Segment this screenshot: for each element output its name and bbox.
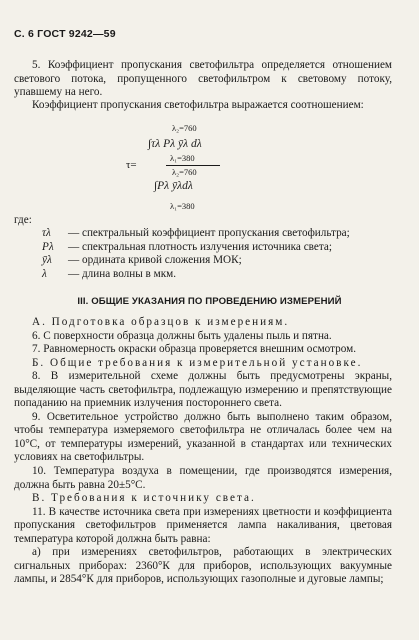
paragraph-7: 7. Равномерность окраски образца проверяется внешним осмотром.: [32, 343, 357, 356]
formula-num-upper-limit: λ₂=760: [172, 123, 197, 133]
formula-den-lower-limit: λ₁=380: [170, 201, 195, 211]
definition-symbol: λ: [42, 267, 47, 280]
definition-symbol: Pλ: [42, 240, 54, 253]
definition-text: — спектральная плотность излучения источника света;: [68, 240, 332, 253]
definition-text: — ордината кривой сложения МОК;: [68, 254, 242, 267]
paragraph-8: 8. В измерительной схеме должны быть предусмотрены экраны, выделяющие часть светофильтра, подлежащую измерению и препятствующие попаданию на приемник излучения постороннего света.: [14, 370, 392, 410]
section-body: [14, 316, 392, 587]
definition-text: — длина волны в мкм.: [68, 267, 177, 280]
subsection-b-heading: Б. Общие требования к измерительной установке.: [32, 356, 363, 369]
subsection-a-heading: А. Подготовка образцов к измерениям.: [32, 316, 290, 328]
symbol-definitions: [14, 227, 404, 281]
definition-symbol: ȳλ: [42, 254, 52, 267]
fraction-bar: [166, 165, 220, 166]
section-title: III. ОБЩИЕ УКАЗАНИЯ ПО ПРОВЕДЕНИЮ ИЗМЕРЕНИЙ: [77, 296, 342, 307]
paragraph-6: 6. С поверхности образца должны быть удалены пыль и пятна.: [32, 329, 332, 342]
where-label: где:: [14, 214, 32, 226]
paragraph-10: 10. Температура воздуха в помещении, где производятся измерения, должна быть равна 20±5°С.: [14, 465, 392, 491]
definition-row: [14, 227, 404, 241]
definition-row: [14, 241, 404, 255]
transmission-formula: [120, 117, 300, 215]
page-header: С. 6 ГОСТ 9242—59: [14, 28, 116, 40]
paragraph-11: 11. В качестве источника света при измерениях цветности и коэффициента пропускания светофильтров применяется лампа накаливания, цветовая температура которой должна быть равна:: [14, 505, 392, 545]
paragraph-9: 9. Осветительное устройство должно быть выполнено таким образом, чтобы температура измеряемого светофильтра не отличалась более чем на 10°С, от температуры измерений, указанной в стандартах или технических условиях на светофильтры.: [14, 410, 392, 464]
paragraph-formula-intro: Коэффициент пропускания светофильтра выражается соотношением:: [32, 99, 364, 111]
paragraph-11a: а) при измерениях светофильтров, работающих в электрических сигнальных приборах: 2360°К для приборов, использующих вакуумные лампы, и 2854°К для приборов, использующих газополные и дуговые лампы;: [14, 546, 392, 586]
formula-den-upper-limit: λ₂=760: [172, 167, 197, 177]
formula-lhs: τ=: [126, 159, 137, 171]
formula-denominator: ∫Pλ ȳλdλ: [154, 180, 193, 192]
definition-row: [14, 268, 404, 282]
formula-num-lower-limit: λ₁=380: [170, 153, 195, 163]
definition-text: — спектральный коэффициент пропускания светофильтра;: [68, 227, 350, 239]
definition-row: [14, 254, 404, 268]
formula-numerator: ∫τλ Pλ ȳλ dλ: [148, 138, 202, 150]
subsection-c-heading: В. Требования к источнику света.: [32, 492, 256, 505]
definition-symbol: τλ: [42, 227, 51, 239]
paragraph-5: 5. Коэффициент пропускания светофильтра определяется отношением светового потока, пропущенного светофильтром к световому потоку, упавшему на него.: [14, 59, 392, 99]
